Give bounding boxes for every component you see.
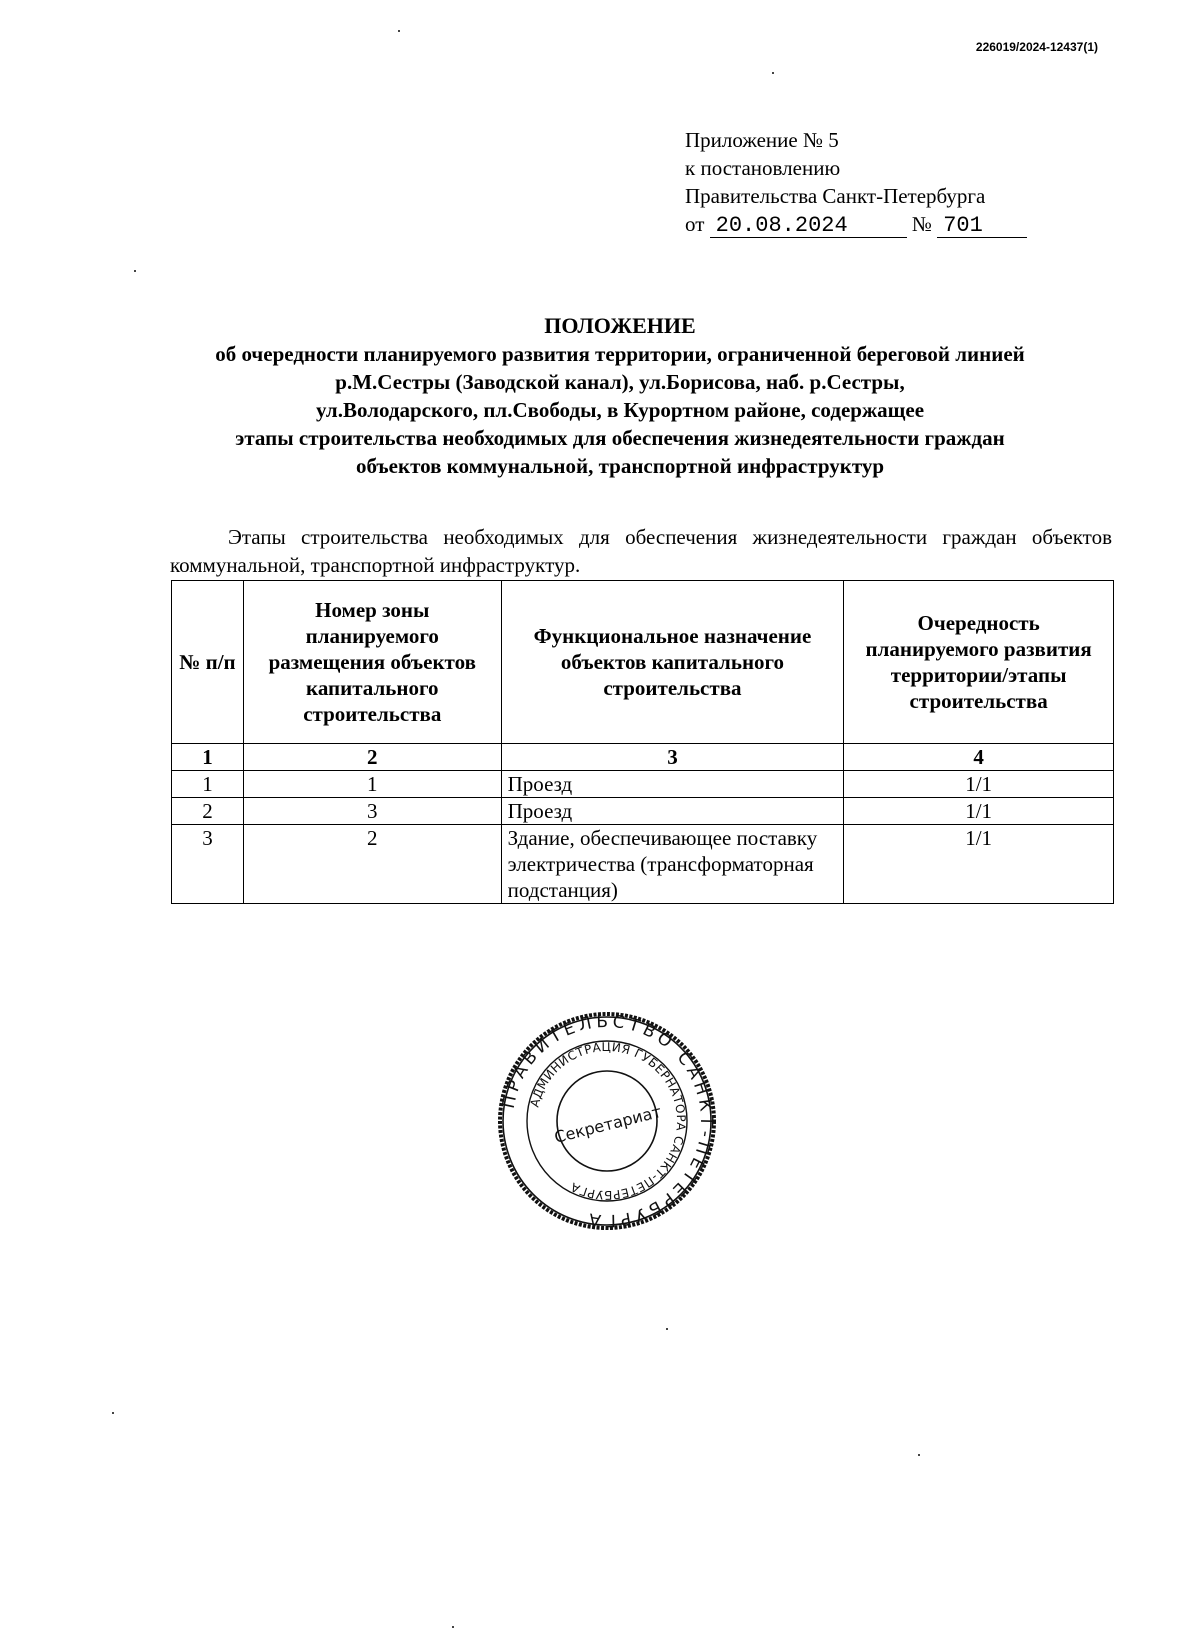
header-purpose: Функциональное назначение объектов капитального строительства (501, 581, 844, 744)
column-number: 2 (243, 744, 501, 771)
title-line-2: р.М.Сестры (Заводской канал), ул.Борисова, наб. р.Сестры, (335, 370, 905, 394)
title-line-3: ул.Володарского, пл.Свободы, в Курортном районе, содержащее (315, 398, 925, 422)
title-main: ПОЛОЖЕНИЕ (544, 313, 696, 338)
zone-number: 1 (243, 771, 501, 798)
title-line-5: объектов коммунальной, транспортной инфраструктур (355, 454, 885, 478)
header-stage: Очередность планируемого развития территории/этапы строительства (844, 581, 1114, 744)
table-row (172, 825, 1114, 904)
object-purpose: Проезд (501, 771, 844, 798)
table-header-row (172, 581, 1114, 744)
object-purpose: Проезд (501, 798, 844, 825)
stage-value: 1/1 (844, 798, 1114, 825)
intro-paragraph: Этапы строительства необходимых для обеспечения жизнедеятельности граждан объектов коммунальной, транспортной инфраструктур. (170, 525, 1112, 577)
column-number: 1 (172, 744, 244, 771)
scan-speck (134, 270, 136, 272)
appendix-line-1: Приложение № 5 (685, 128, 839, 152)
header-zone: Номер зоны планируемого размещения объектов капитального строительства (243, 581, 501, 744)
appendix-line-2: к постановлению (685, 156, 841, 180)
scan-speck (112, 1412, 114, 1414)
row-number: 2 (172, 798, 244, 825)
appendix-date-line (685, 210, 1027, 238)
document-id: 226019/2024-12437(1) (975, 40, 1098, 54)
seal-inner-text: АДМИНИСТРАЦИЯ ГУБЕРНАТОРА САНКТ-ПЕТЕРБУРГА (527, 1039, 689, 1203)
scan-speck (452, 1626, 454, 1628)
seal-center-text: Секретариат (552, 1101, 664, 1147)
table-row (172, 771, 1114, 798)
decree-date: 20.08.2024 (710, 215, 907, 238)
title-line-4: этапы строительства необходимых для обеспечения жизнедеятельности граждан (235, 426, 1005, 450)
appendix-header (685, 126, 1027, 238)
row-number: 3 (172, 825, 244, 904)
seal-outer-text: ПРАВИТЕЛЬСТВО САНКТ-ПЕТЕРБУРГА (498, 1012, 716, 1230)
stage-value: 1/1 (844, 771, 1114, 798)
column-number: 4 (844, 744, 1114, 771)
column-number: 3 (501, 744, 844, 771)
scan-speck (398, 30, 400, 32)
zone-number: 3 (243, 798, 501, 825)
header-number: № п/п (172, 581, 244, 744)
scan-speck (918, 1454, 920, 1456)
object-purpose: Здание, обеспечивающее поставку электричества (трансформаторная подстанция) (501, 825, 844, 904)
column-numbers-row (172, 744, 1114, 771)
stage-value: 1/1 (844, 825, 1114, 904)
appendix-line-3: Правительства Санкт-Петербурга (685, 184, 986, 208)
scan-speck (772, 72, 774, 74)
scan-speck (666, 1328, 668, 1330)
title-line-1: об очередности планируемого развития территории, ограниченной береговой линией (215, 342, 1025, 366)
decree-number: 701 (937, 215, 1027, 238)
number-prefix: № (911, 212, 932, 236)
date-prefix: от (685, 212, 705, 236)
official-seal (498, 1012, 716, 1230)
document-title (140, 312, 1100, 480)
table-row (172, 798, 1114, 825)
zone-number: 2 (243, 825, 501, 904)
row-number: 1 (172, 771, 244, 798)
stages-table (171, 580, 1114, 904)
